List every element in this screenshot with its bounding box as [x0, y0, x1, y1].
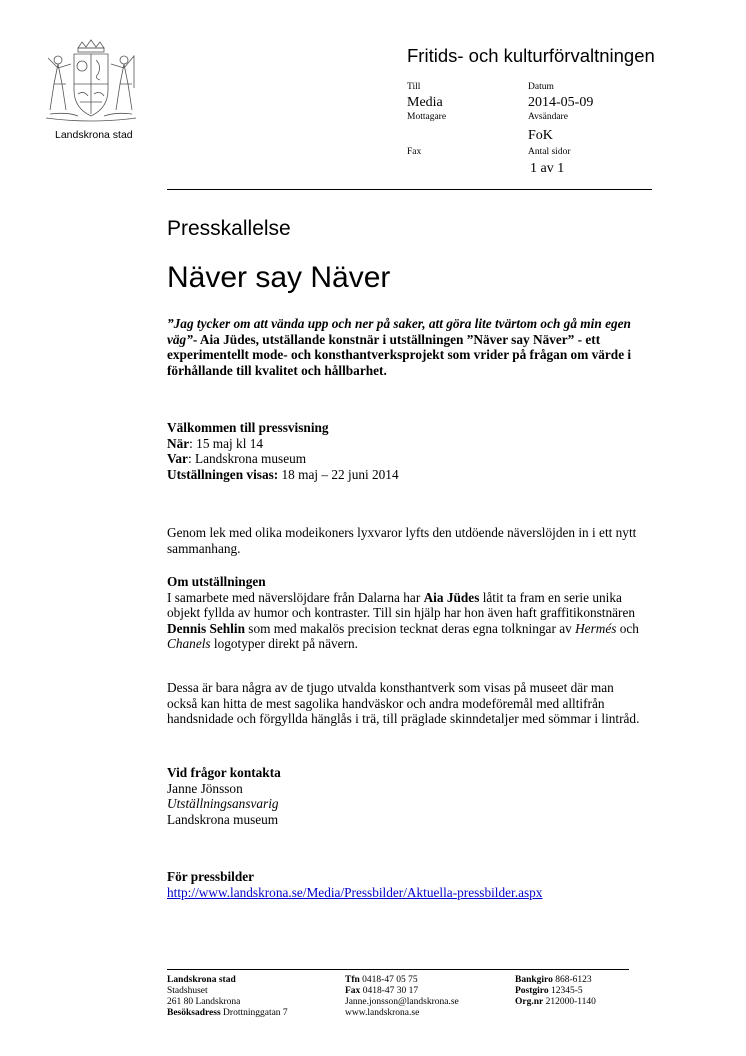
footer-col-address	[167, 975, 342, 1019]
press-invite	[167, 420, 647, 482]
footer-postgiro: Postgiro 12345-5	[515, 986, 583, 996]
avsandare-value: FoK	[528, 128, 553, 143]
footer-divider	[167, 969, 629, 970]
org-name: Landskrona stad	[55, 129, 133, 141]
footer-col-contact	[345, 975, 513, 1019]
footer-phone: Tfn 0418-47 05 75	[345, 975, 418, 985]
fax-label: Fax	[407, 147, 422, 157]
header-divider	[167, 189, 652, 190]
footer-fax: Fax 0418-47 30 17	[345, 986, 419, 996]
about-text: I samarbete med näverslöjdare från Dalarna har Aia Jüdes låtit ta fram en serie unika objekt fyllda av humor och kontraster. Till sin hjälp har hon även haft graffitikonstnären Dennis Sehlin som med makalös precision tecknat deras egna tolkningar av Hermés och Chanels logotyper direkt på nävern.	[167, 589, 639, 652]
page-title: Näver say Näver	[167, 261, 391, 294]
press-heading: För pressbilder	[167, 869, 255, 884]
footer-postal-line: 261 80 Landskrona	[167, 997, 241, 1007]
datum-label: Datum	[528, 82, 554, 92]
invite-when: När: 15 maj kl 14	[167, 435, 264, 451]
coat-of-arms-icon	[38, 38, 144, 126]
footer-visit-address: Besöksadress Drottninggatan 7	[167, 1008, 288, 1018]
till-value: Media	[407, 95, 443, 110]
footer-address-line: Stadshuset	[167, 986, 208, 996]
kicker: Presskallelse	[167, 217, 291, 240]
till-label: Till	[407, 82, 421, 92]
press-images-link[interactable]: http://www.landskrona.se/Media/Pressbilder/Aktuella-pressbilder.aspx	[167, 884, 543, 900]
contact-place: Landskrona museum	[167, 811, 279, 827]
footer-col-bank	[515, 975, 645, 1008]
press-section	[167, 869, 647, 900]
antal-sidor-value: 1 av 1	[530, 161, 565, 176]
about-heading: Om utställningen	[167, 574, 266, 589]
mottagare-label: Mottagare	[407, 112, 447, 122]
landskrona-coat-of-arms-logo	[38, 38, 144, 126]
footer-orgnr: Org.nr 212000-1140	[515, 997, 596, 1007]
invite-shown: Utställningen visas: 18 maj – 22 juni 2014	[167, 466, 399, 482]
footer-bankgiro: Bankgiro 868-6123	[515, 975, 592, 985]
contact-name: Janne Jönsson	[167, 780, 243, 796]
avsandare-label: Avsändare	[528, 112, 568, 122]
invite-where: Var: Landskrona museum	[167, 451, 307, 467]
antal-sidor-label: Antal sidor	[528, 147, 571, 157]
lead-rest: - Aia Jüdes, utställande konstnär i utställningen ”Näver say Näver” - ett experimentellt mode- och konsthantverksprojekt som vrider på frågan om värde i förhållande till kvalitet och hållbarhet.	[167, 331, 632, 378]
department-title: Fritids- och kulturförvaltningen	[407, 45, 655, 66]
datum-value: 2014-05-09	[528, 95, 594, 110]
lead-quote: ”Jag tycker om att vända upp och ner på saker, att göra lite tvärtom och gå min egen väg”	[167, 316, 631, 347]
about-section	[167, 574, 645, 652]
museum-paragraph: Dessa är bara några av de tjugo utvalda konsthantverk som visas på museet där man också kan hitta de mest sagolika handväskor och andra modeföremål med alltifrån handsnidade och förgyllda hänglås i trä, till präglade skinndetaljer med sömmar i lintråd.	[167, 680, 640, 727]
footer-email[interactable]: Janne.jonsson@landskrona.se	[345, 997, 459, 1007]
contact-section	[167, 765, 567, 827]
contact-heading: Vid frågor kontakta	[167, 765, 281, 780]
footer-website[interactable]: www.landskrona.se	[345, 1008, 420, 1018]
intro-paragraph: Genom lek med olika modeikoners lyxvaror lyfts den utdöende näverslöjden in i ett nytt sammanhang.	[167, 525, 637, 556]
lead-paragraph	[167, 316, 647, 378]
invite-heading: Välkommen till pressvisning	[167, 420, 329, 435]
contact-role: Utställningsansvarig	[167, 796, 279, 812]
footer-org-name: Landskrona stad	[167, 975, 236, 985]
